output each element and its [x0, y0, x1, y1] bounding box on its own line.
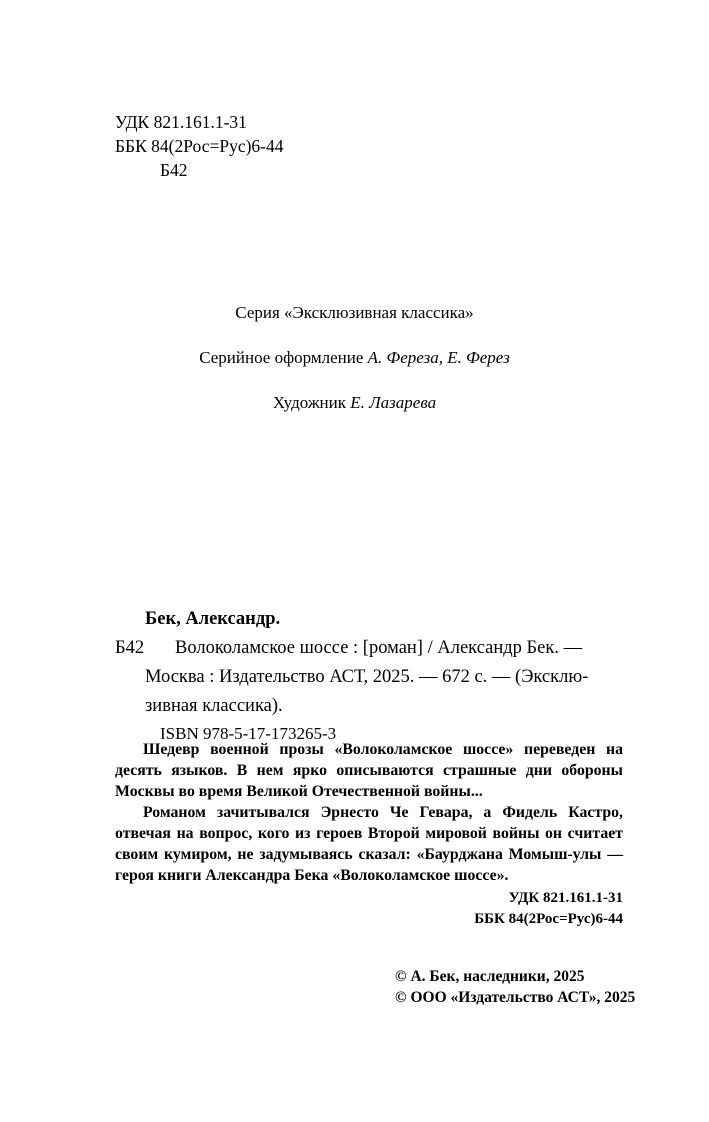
author-sign-code: Б42 — [160, 160, 188, 180]
artist-label: Художник — [272, 393, 347, 412]
catalog-line-1 — [115, 634, 627, 663]
series-design-label: Серийное оформление — [199, 348, 364, 367]
catalog-line-1-text: Волоколамское шоссе : [роман] / Александр Бек. — — [175, 638, 583, 658]
copyright-author: © А. Бек, наследники, 2025 — [395, 968, 585, 985]
artist-line — [0, 393, 709, 413]
classification-block-right — [115, 888, 623, 930]
copyright-block — [395, 966, 635, 1008]
udk-line-right: УДК 821.161.1-31 — [508, 890, 623, 906]
catalog-line-3: зивная классика). — [145, 696, 283, 716]
series-design-names: А. Фереза, Е. Ферез — [367, 348, 510, 367]
series-title: Серия «Эксклюзивная классика» — [235, 303, 474, 322]
bbk-line: ББК 84(2Рос=Рус)6-44 — [115, 136, 284, 156]
bbk-line-right: ББК 84(2Рос=Рус)6-44 — [474, 911, 623, 927]
copyright-publisher: © ООО «Издательство АСТ», 2025 — [395, 989, 636, 1006]
artist-name: Е. Лазарева — [350, 393, 437, 412]
catalog-line-2: Москва : Издательство АСТ, 2025. — 672 с. — (Эксклю- — [145, 667, 589, 687]
series-design-line — [0, 348, 709, 368]
catalog-code: Б42 — [115, 638, 145, 658]
classification-block — [115, 110, 284, 182]
udk-line: УДК 821.161.1-31 — [115, 112, 247, 132]
annotation-paragraph-2: Романом зачитывался Эрнесто Че Гевара, а Фидель Кастро, отвечая на вопрос, кого из героев Второй мировой войны он считает своим кумиром, не задумываясь сказал: «Баурджана Момыш-улы — героя книги Александра Бека «Волоколамское шоссе». — [115, 804, 623, 884]
catalog-author: Бек, Александр. — [145, 609, 281, 629]
catalog-entry — [115, 605, 627, 746]
annotation-paragraph-1: Шедевр военной прозы «Волоколамское шоссе» переведен на десять языков. В нем ярко описываются страшные дни обороны Москвы во время Великой Отечественной войны... — [115, 741, 623, 800]
isbn-line: ISBN 978-5-17-173265-3 — [160, 724, 337, 743]
annotation-block — [115, 739, 623, 886]
